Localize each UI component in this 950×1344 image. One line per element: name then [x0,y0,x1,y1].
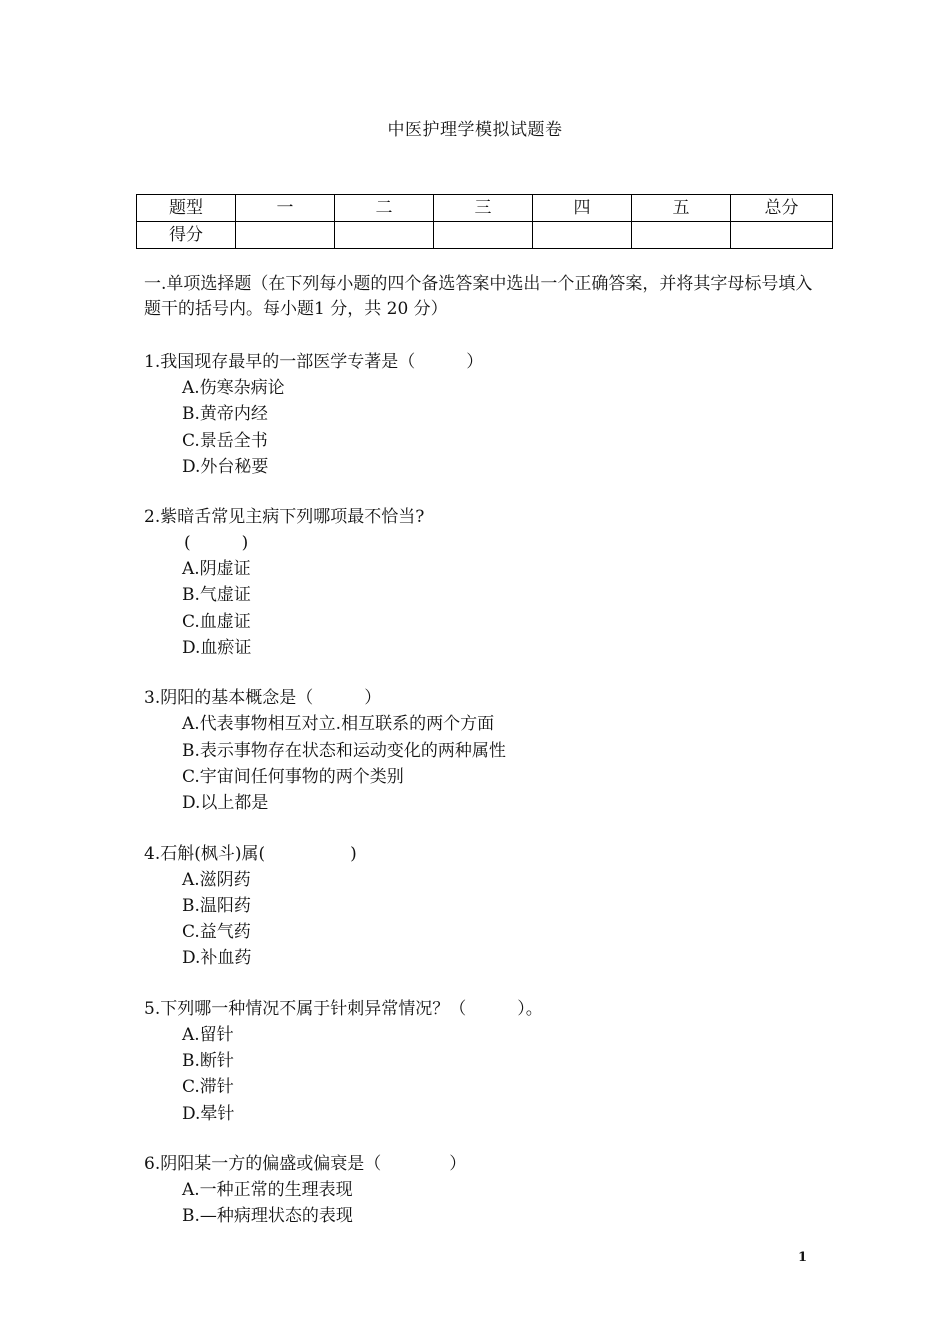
option-b: B.黄帝内经 [182,404,268,425]
question-stem: 6.阴阳某一方的偏盛或偏衰是（ ） [144,1153,467,1174]
score-table-cell: 总分 [731,195,833,222]
score-input-cell[interactable] [731,222,833,249]
score-table [136,194,833,249]
section-heading: 一.单项选择题（在下列每小题的四个备选答案中选出一个正确答案，并将其字母标号填入题干的括号内。每小题1 分，共 20 分） [144,274,813,319]
option-a: A.滋阴药 [182,869,251,890]
question-5 [144,996,844,1127]
score-table-header-row [137,195,833,222]
option-a: A.代表事物相互对立.相互联系的两个方面 [182,714,495,735]
document-title: 中医护理学模拟试题卷 [387,120,563,140]
option-c: C.益气药 [182,922,251,943]
question-stem: 1.我国现存最早的一部医学专著是（ ） [144,352,484,372]
score-table-score-row [137,222,833,249]
score-table-cell: 题型 [137,195,236,222]
option-b: B.断针 [182,1051,234,1072]
score-table-cell: 三 [434,195,533,222]
score-table-cell: 得分 [137,222,236,249]
option-d: D.外台秘要 [182,456,269,477]
option-c: C.血虚证 [182,611,251,632]
option-d: D.血瘀证 [182,638,252,659]
score-input-cell[interactable] [236,222,335,249]
option-a: A.伤寒杂病论 [182,378,285,398]
option-a: A.留针 [182,1024,234,1045]
score-input-cell[interactable] [434,222,533,249]
score-table-cell: 二 [335,195,434,222]
answer-parentheses: ( ) [184,533,249,554]
question-3 [144,685,844,816]
page-number: 1 [798,1250,808,1265]
option-a: A.一种正常的生理表现 [182,1179,353,1200]
question-stem: 4.石斛(枫斗)属( ) [144,843,357,864]
question-2 [144,504,844,661]
option-d: D.晕针 [182,1103,235,1124]
question-1 [144,349,844,480]
score-input-cell[interactable] [632,222,731,249]
score-table-cell: 五 [632,195,731,222]
option-a: A.阴虚证 [182,559,251,580]
score-table-cell: 一 [236,195,335,222]
score-input-cell[interactable] [533,222,632,249]
option-b: B.气虚证 [182,585,251,606]
question-stem: 3.阴阳的基本概念是（ ） [144,688,382,709]
question-stem: 5.下列哪一种情况不属于针刺异常情况？（ ）。 [144,998,543,1019]
option-d: D.以上都是 [182,793,269,814]
option-b: B.表示事物存在状态和运动变化的两种属性 [182,740,506,761]
question-4 [144,841,844,972]
score-input-cell[interactable] [335,222,434,249]
score-table-cell: 四 [533,195,632,222]
option-c: C.景岳全书 [182,430,268,451]
option-c: C.宇宙间任何事物的两个类别 [182,766,404,787]
question-6 [144,1151,844,1230]
option-c: C.滞针 [182,1077,234,1098]
question-list [144,349,844,1254]
option-d: D.补血药 [182,948,252,969]
option-b: B.温阳药 [182,895,251,916]
option-b: B.—种病理状态的表现 [182,1206,353,1227]
question-stem: 2.紫暗舌常见主病下列哪项最不恰当? [144,507,425,528]
